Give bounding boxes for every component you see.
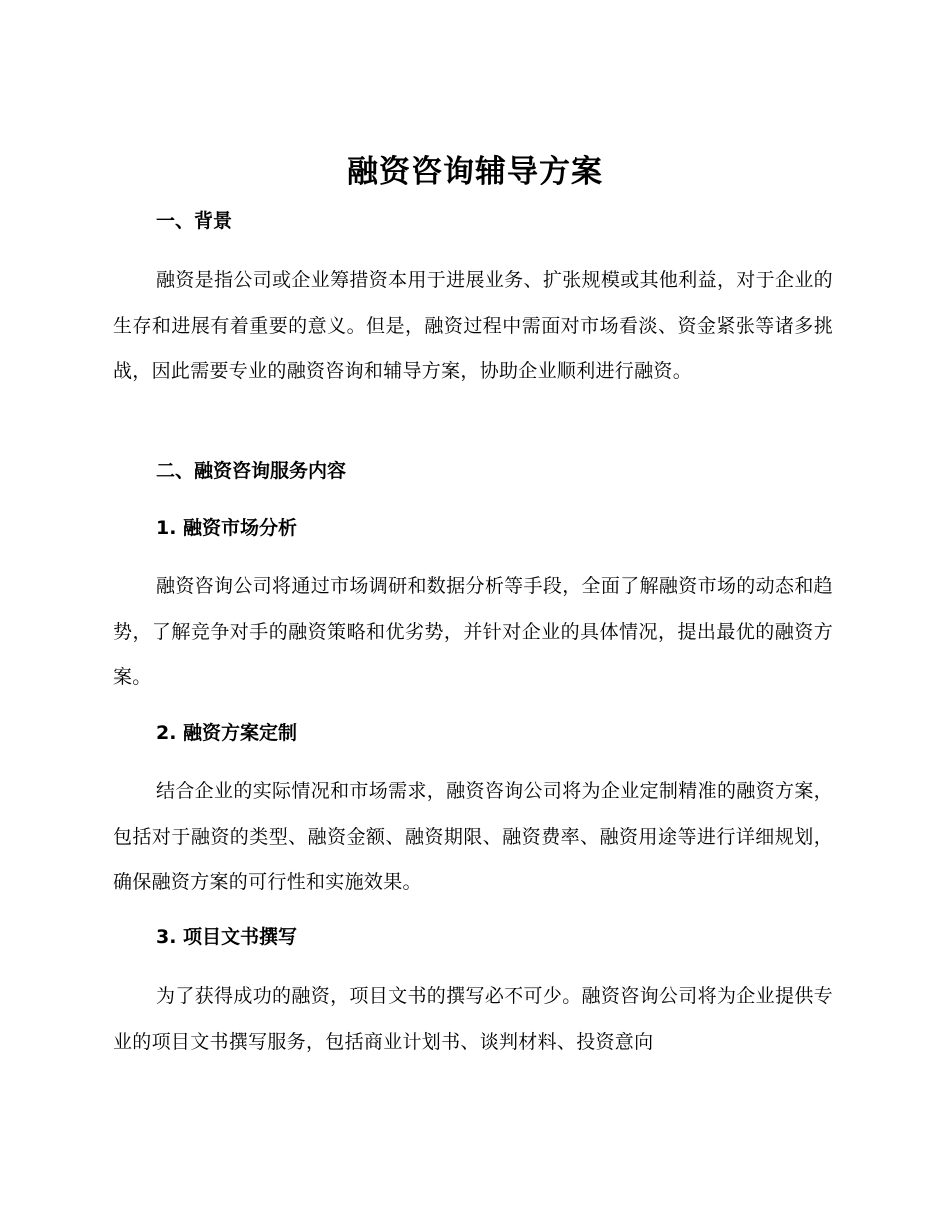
subsection-heading-plan-customization: 2. 融资方案定制 bbox=[156, 722, 298, 744]
section-heading-background: 一、背景 bbox=[156, 210, 233, 232]
section-heading-services: 二、融资咨询服务内容 bbox=[156, 460, 347, 482]
paragraph-market-analysis: 融资咨询公司将通过市场调研和数据分析等手段，全面了解融资市场的动态和趋势，了解竞争对手的融资策略和优劣势，并针对企业的具体情况，提出最优的融资方案。 bbox=[113, 575, 833, 688]
subsection-heading-document-writing: 3. 项目文书撰写 bbox=[156, 926, 298, 948]
document-title: 融资咨询辅导方案 bbox=[347, 154, 603, 190]
paragraph-background: 融资是指公司或企业筹措资本用于进展业务、扩张规模或其他利益，对于企业的生存和进展有着重要的意义。但是，融资过程中需面对市场看淡、资金紧张等诸多挑战，因此需要专业的融资咨询和辅导方案，协助企业顺利进行融资。 bbox=[113, 269, 833, 382]
subsection-heading-market-analysis: 1. 融资市场分析 bbox=[156, 517, 298, 539]
paragraph-plan-customization: 结合企业的实际情况和市场需求，融资咨询公司将为企业定制精准的融资方案，包括对于融资的类型、融资金额、融资期限、融资费率、融资用途等进行详细规划，确保融资方案的可行性和实施效果。 bbox=[113, 780, 833, 893]
paragraph-document-writing: 为了获得成功的融资，项目文书的撰写必不可少。融资咨询公司将为企业提供专业的项目文书撰写服务，包括商业计划书、谈判材料、投资意向 bbox=[113, 985, 833, 1053]
